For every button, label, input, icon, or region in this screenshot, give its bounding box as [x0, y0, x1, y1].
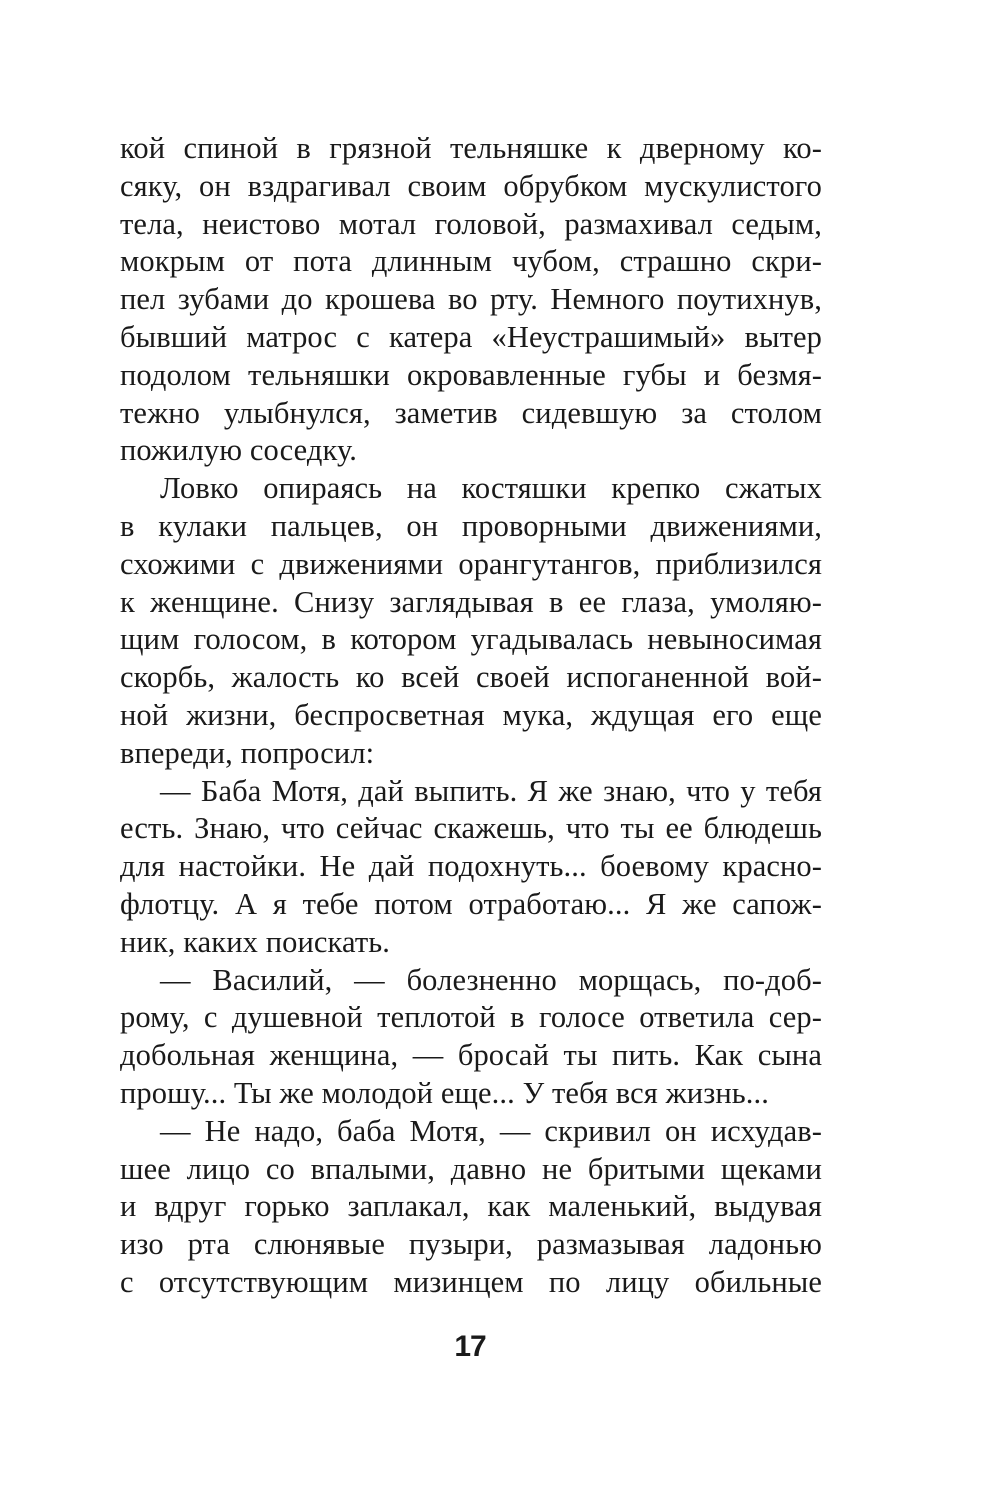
- text-line: прошу... Ты же молодой еще... У тебя вся жизнь...: [120, 1075, 769, 1110]
- text-line: тежно улыбнулся, заметив сидевшую за столом: [120, 395, 822, 430]
- text-line: шее лицо со впалыми, давно не бритыми щеками: [120, 1151, 822, 1186]
- text-line: к женщине. Снизу заглядывая в ее глаза, умоляю-: [120, 584, 822, 619]
- text-line: в кулаки пальцев, он проворными движениями,: [120, 508, 822, 543]
- text-line: ной жизни, беспросветная мука, ждущая его еще: [120, 697, 822, 732]
- body-text: [120, 130, 822, 1302]
- text-line: и вдруг горько заплакал, как маленький, выдувая: [120, 1189, 822, 1224]
- page-number: 17: [454, 1330, 486, 1363]
- text-line: добольная женщина, — бросай ты пить. Как сына: [120, 1038, 822, 1073]
- text-line: впереди, попросил:: [120, 735, 375, 770]
- text-line: кой спиной в грязной тельняшке к дверному ко-: [120, 131, 822, 165]
- text-line: флотцу. А я тебе потом отработаю... Я же сапож-: [120, 886, 822, 921]
- text-line: изо рта слюнявые пузыри, размазывая ладонью: [120, 1227, 822, 1262]
- text-line: — Баба Мотя, дай выпить. Я же знаю, что у тебя: [160, 773, 822, 808]
- text-line: — Не надо, баба Мотя, — скривил он исхудав-: [160, 1113, 822, 1148]
- text-line: с отсутствующим мизинцем по лицу обильные: [120, 1264, 822, 1299]
- text-line: схожими с движениями орангутангов, приблизился: [120, 546, 822, 581]
- text-line: Ловко опираясь на костяшки крепко сжатых: [160, 471, 822, 506]
- text-line: щим голосом, в котором угадывалась невыносимая: [120, 622, 822, 657]
- text-line: мокрым от пота длинным чубом, страшно скри-: [120, 244, 822, 279]
- text-line: есть. Знаю, что сейчас скажешь, что ты ее блюдешь: [120, 811, 822, 846]
- text-line: сяку, он вздрагивал своим обрубком мускулистого: [120, 168, 822, 203]
- text-line: подолом тельняшки окровавленные губы и безмя-: [120, 357, 822, 392]
- text-line: пел зубами до крошева во рту. Немного поутихнув,: [120, 282, 822, 317]
- text-line: тела, неистово мотал головой, размахивал седым,: [120, 206, 822, 241]
- text-line: пожилую соседку.: [120, 433, 358, 468]
- text-line: ник, каких поискать.: [120, 924, 391, 959]
- text-line: рому, с душевной теплотой в голосе ответила сер-: [120, 1000, 822, 1035]
- text-line: для настойки. Не дай подохнуть... боевому красно-: [120, 849, 822, 884]
- text-line: бывший матрос с катера «Неустрашимый» вытер: [120, 319, 822, 354]
- text-line: скорбь, жалость ко всей своей испоганенной вой-: [120, 660, 822, 695]
- text-line: — Василий, — болезненно морщась, по-доб-: [160, 962, 822, 997]
